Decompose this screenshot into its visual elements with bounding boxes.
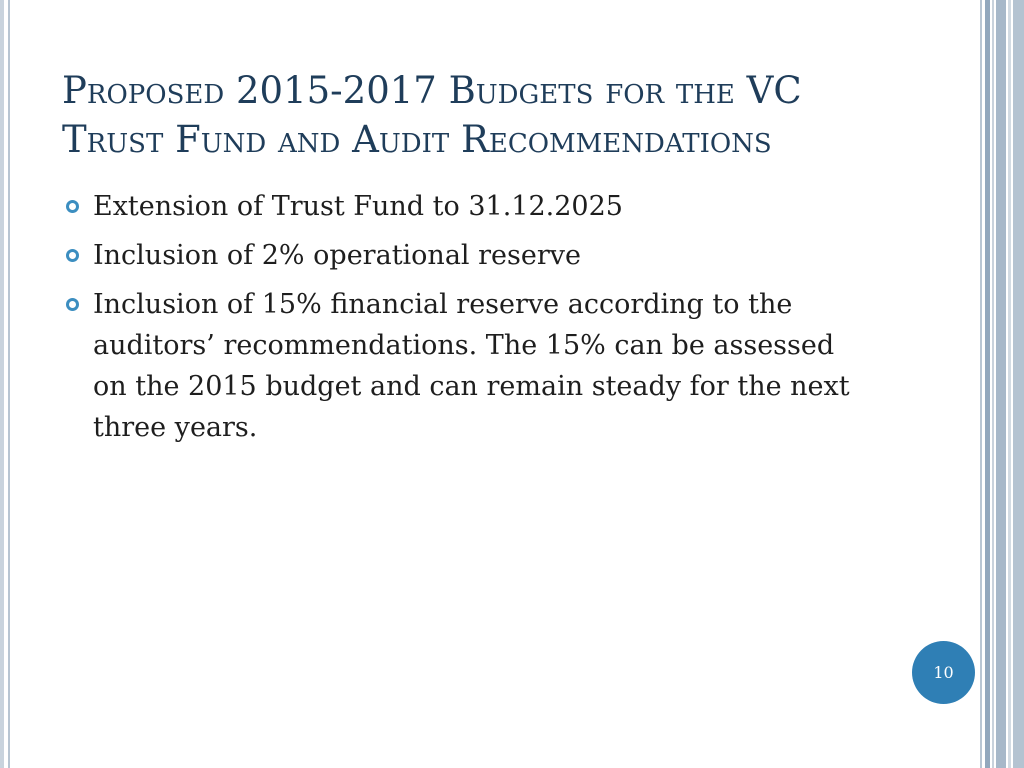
right-decor-stripe	[992, 0, 994, 768]
ring-bullet-icon	[66, 249, 79, 262]
page-number-badge: 10	[912, 641, 975, 704]
ring-bullet-icon	[66, 200, 79, 213]
slide-title-line-1: Proposed 2015-2017 Budgets for the VC	[62, 69, 802, 112]
right-decor-stripe	[1013, 0, 1024, 768]
bullet-item	[64, 284, 864, 448]
bullet-item	[64, 235, 864, 276]
right-decor-stripe	[985, 0, 990, 768]
bullet-text: Inclusion of 2% operational reserve	[93, 240, 581, 271]
right-decor-stripe	[996, 0, 1006, 768]
bullet-text: Inclusion of 15% financial reserve according to the auditors’ recommendations. The 15% can be assessed on the 2015 budget and can remain steady for the next three years.	[93, 289, 850, 443]
right-decor-stripe	[980, 0, 982, 768]
right-decor-stripe	[1008, 0, 1011, 768]
left-border-line-inner	[8, 0, 10, 768]
slide-title	[62, 66, 942, 164]
ring-bullet-icon	[66, 298, 79, 311]
bullet-text: Extension of Trust Fund to 31.12.2025	[93, 191, 623, 222]
slide-title-line-2: Trust Fund and Audit Recommendations	[62, 118, 772, 161]
bullet-list	[64, 186, 864, 456]
bullet-item	[64, 186, 864, 227]
left-border-line	[0, 0, 4, 768]
